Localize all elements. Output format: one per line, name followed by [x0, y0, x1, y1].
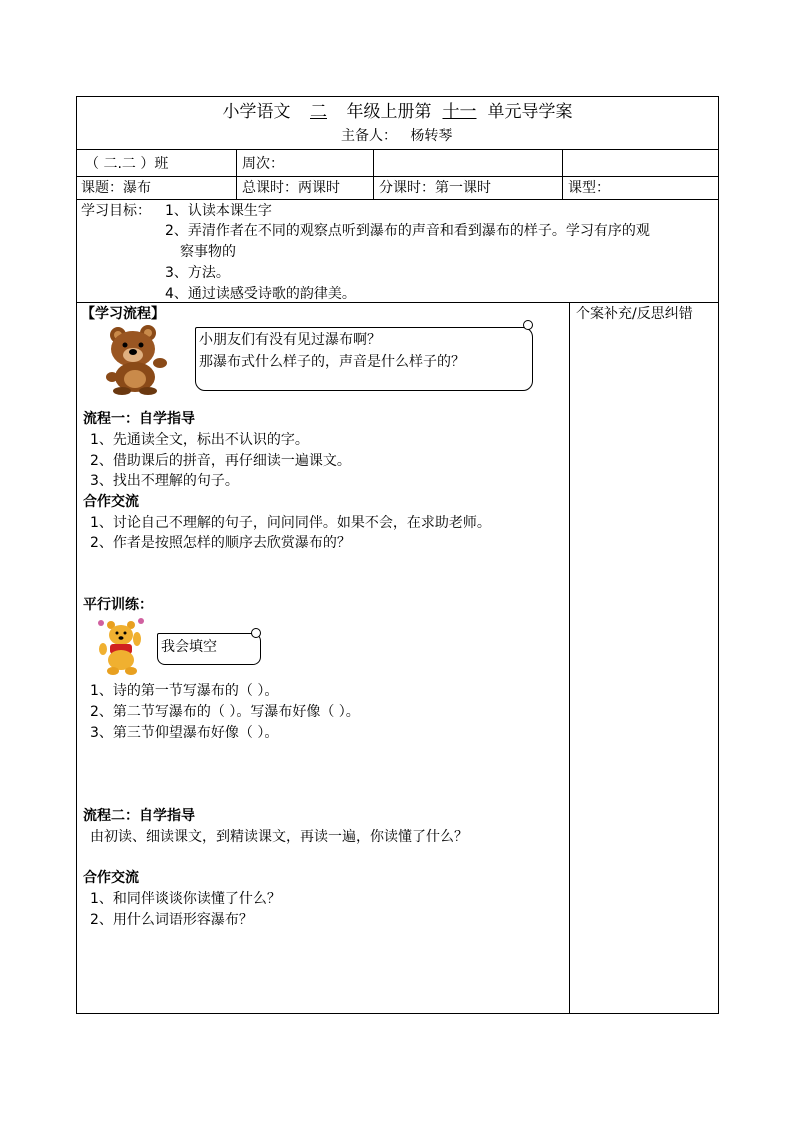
topic-label: 课题：瀑布 — [81, 180, 151, 196]
practice-item: 2、第二节写瀑布的（ ）。写瀑布好像（ ）。 — [90, 704, 360, 720]
preparer-label: 主备人： — [341, 128, 397, 144]
grade-value: 二 — [310, 102, 327, 122]
divider — [236, 149, 237, 199]
objective-item: 4、通过读感受诗歌的韵律美。 — [165, 286, 356, 302]
scroll-curl-icon — [251, 628, 261, 638]
objective-item: 3、方法。 — [165, 265, 230, 281]
divider — [373, 149, 374, 199]
objective-item: 1、认读本课生字 — [165, 203, 272, 219]
reflection-heading: 个案补充/反思纠错 — [576, 306, 693, 322]
step1-item: 3、找出不理解的句子。 — [90, 473, 239, 489]
step2-title: 流程二：自学指导 — [83, 808, 195, 824]
divider — [77, 149, 718, 150]
lesson-plan-table — [76, 96, 719, 1014]
bear-speech-line: 小朋友们有没有见过瀑布啊？ — [199, 332, 381, 348]
lesson-type: 课型： — [568, 180, 610, 196]
title-mid: 年级上册第 — [346, 102, 432, 122]
total-hours: 总课时：两课时 — [242, 180, 340, 196]
divider — [77, 176, 718, 177]
coop1-item: 2、作者是按照怎样的顺序去欣赏瀑布的？ — [90, 535, 351, 551]
practice-title: 平行训练： — [83, 597, 153, 613]
step1-item: 1、先通读全文，标出不认识的字。 — [90, 432, 309, 448]
objective-item: 察事物的 — [180, 244, 236, 260]
preparer-name: 杨转琴 — [410, 128, 453, 144]
week-label: 周次： — [242, 156, 284, 172]
coop2-item: 2、用什么词语形容瀑布？ — [90, 912, 253, 928]
pooh-bear-icon — [93, 615, 151, 677]
divider — [562, 149, 563, 199]
divider — [77, 199, 718, 200]
pooh-speech-text: 我会填空 — [161, 639, 217, 655]
lesson-hours: 分课时：第一课时 — [379, 180, 491, 196]
bear-icon — [102, 323, 172, 395]
coop2-title: 合作交流 — [83, 870, 139, 886]
objective-item: 2、弄清作者在不同的观察点听到瀑布的声音和看到瀑布的样子。学习有序的观 — [165, 223, 650, 239]
practice-item: 3、第三节仰望瀑布好像（ ）。 — [90, 725, 279, 741]
step1-title: 流程一：自学指导 — [83, 411, 195, 427]
objectives-label: 学习目标： — [81, 203, 151, 219]
step2-text: 由初读、细读课文，到精读课文，再读一遍，你读懂了什么？ — [90, 829, 468, 845]
unit-value: 十一 — [442, 102, 477, 122]
page-title — [77, 99, 718, 125]
bear-speech-line: 那瀑布式什么样子的，声音是什么样子的？ — [199, 354, 465, 370]
step1-item: 2、借助课后的拼音，再仔细读一遍课文。 — [90, 453, 351, 469]
title-suffix: 单元导学案 — [487, 102, 573, 122]
scroll-curl-icon — [523, 320, 533, 330]
process-heading: 【学习流程】 — [81, 306, 165, 322]
coop2-item: 1、和同伴谈谈你读懂了什么？ — [90, 891, 281, 907]
title-prefix: 小学语文 — [222, 102, 291, 122]
preparer-line — [341, 125, 452, 145]
coop1-item: 1、讨论自己不理解的句子，问问同伴。如果不会，在求助老师。 — [90, 515, 491, 531]
practice-item: 1、诗的第一节写瀑布的（ ）。 — [90, 683, 279, 699]
class-label: （ 二.二 ）班 — [85, 156, 169, 172]
divider — [569, 302, 570, 1014]
coop1-title: 合作交流 — [83, 494, 139, 510]
